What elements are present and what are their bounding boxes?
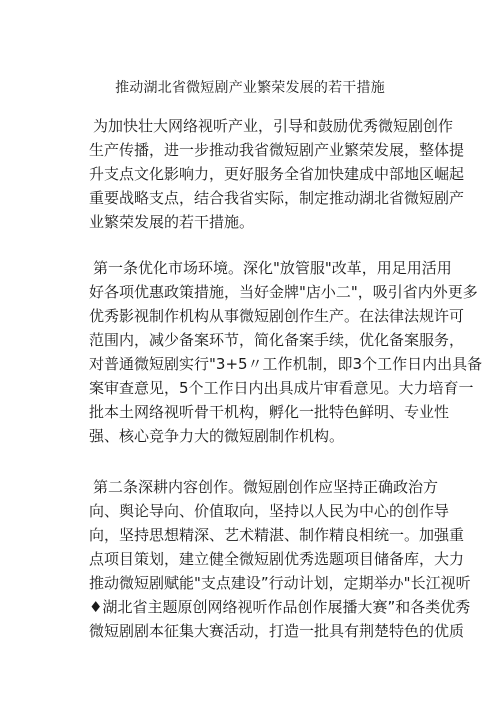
text-line: 批本土网络视听骨干机构，孵化一批特色鲜明、专业性 — [89, 403, 450, 421]
text-line: 点项目策划，建立健全微短剧优秀选题项目储备库，大力 — [89, 550, 465, 568]
paragraph-article-1 — [89, 256, 483, 448]
text-line: 微短剧剧本征集大赛活动，打造一批具有荆楚特色的优质 — [89, 622, 465, 640]
text-line: 优秀影视制作机构从事微短剧创作生产。在法律法规许可 — [89, 307, 465, 325]
text-line: 范围内，减少备案环节，简化备案手续，优化备案服务， — [89, 331, 465, 349]
text-line: 第一条优化市场环境。深化"放管服"改革，用足用活用 — [93, 259, 452, 277]
text-line: 第二条深耕内容创作。微短剧创作应坚持正确政治方 — [93, 478, 439, 496]
text-line: 向、舆论导向、价值取向，坚持以人民为中心的创作导 — [89, 502, 450, 520]
text-line: 业繁荣发展的若干措施。 — [89, 213, 255, 231]
text-line: 案审查意见，5个工作日内出具成片审看意见。大力培育一 — [89, 379, 474, 397]
text-line: 重要战略支点，结合我省实际，制定推动湖北省微短剧产 — [89, 189, 465, 207]
paragraph-article-2 — [89, 475, 471, 643]
text-line: 推动微短剧赋能"支点建设”行动计划，定期举办"长江视听 — [89, 574, 471, 592]
text-line: 向，坚持思想精深、艺术精湛、制作精良相统一。加强重 — [89, 526, 465, 544]
text-line: ♦湖北省主题原创网络视听作品创作展播大赛”和各类优秀 — [89, 598, 471, 616]
text-line: 为加快壮大网络视听产业，引导和鼓励优秀微短剧创作 — [93, 117, 454, 135]
document-title: 推动湖北省微短剧产业繁荣发展的若干措施 — [115, 80, 385, 96]
paragraph-intro — [89, 114, 465, 234]
text-line: 升支点文化影响力，更好服务全省加快建成中部地区崛起 — [89, 165, 465, 183]
text-line: 强、核心竞争力大的微短剧制作机构。 — [89, 427, 345, 445]
text-line: 生产传播，进一步推动我省微短剧产业繁荣发展，整体提 — [89, 141, 465, 159]
text-line: 好各项优惠政策措施，当好金牌"店小二"，吸引省内外更多 — [89, 283, 478, 301]
text-line: 对普通微短剧实行"3+5〃工作机制，即3个工作日内出具备 — [89, 355, 483, 373]
